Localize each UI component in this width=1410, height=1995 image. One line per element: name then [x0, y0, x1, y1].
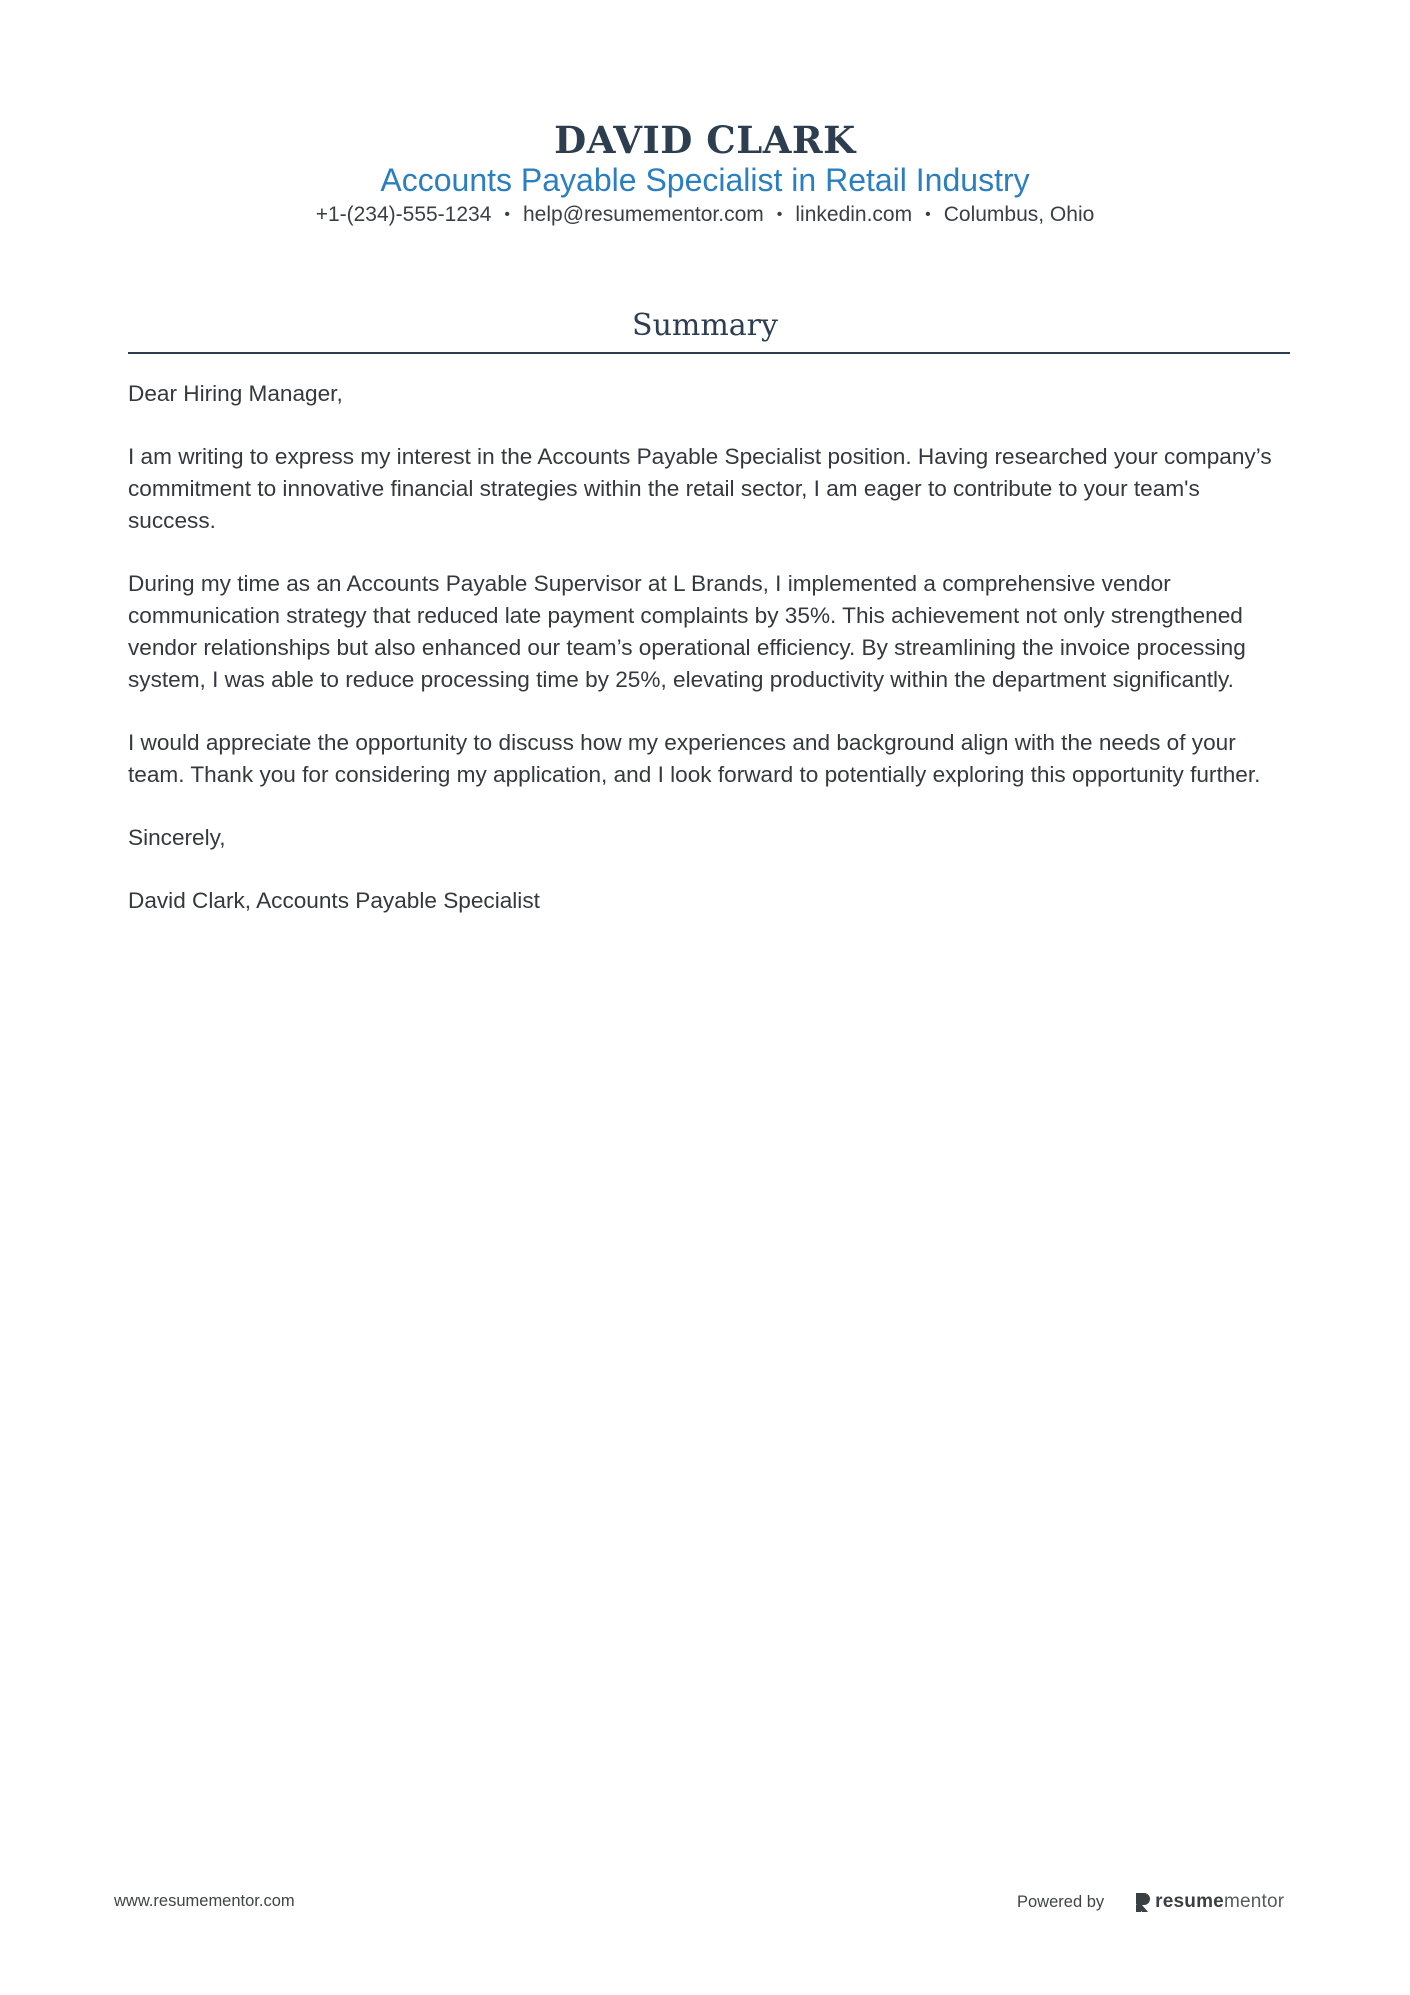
closing: Sincerely, — [128, 824, 226, 850]
signature: David Clark, Accounts Payable Specialist — [128, 888, 540, 914]
footer-branding — [1017, 1886, 1284, 1918]
letter-paragraph: I would appreciate the opportunity to discuss how my experiences and background align with the needs of your team. Thank you for considering my application, and I look forward to potentially exploring this opportunity further. — [128, 729, 1261, 787]
separator-dot: • — [504, 206, 510, 223]
section-title: Summary — [632, 308, 778, 343]
greeting: Dear Hiring Manager, — [128, 381, 343, 406]
separator-dot: • — [776, 206, 783, 223]
contact-line — [0, 200, 1410, 232]
logo-wordmark — [1155, 1891, 1284, 1913]
logo-wordmark-light: mentor — [1223, 1891, 1285, 1912]
email-address: help@resumementor.com — [523, 203, 764, 226]
section-divider — [128, 352, 1290, 354]
candidate-name: DAVID CLARK — [554, 118, 856, 162]
letter-paragraph: During my time as an Accounts Payable Supervisor at L Brands, I implemented a comprehensive vendor communication strategy that reduced late payment complaints by 35%. This achievement not only strengthened vendor relationships but also enhanced our team’s operational efficiency. By streamlining the invoice processing system, I was able to reduce processing time by 25%, elevating productivity within the department significantly. — [128, 571, 1246, 692]
separator-dot: • — [925, 206, 931, 223]
phone-number: +1-(234)-555-1234 — [315, 203, 492, 226]
powered-by-label: Powered by — [1017, 1892, 1105, 1911]
resumementor-logo-icon — [1134, 1891, 1152, 1913]
resumementor-logo — [1134, 1891, 1284, 1913]
footer-website: www.resumementor.com — [114, 1892, 295, 1910]
linkedin-link: linkedin.com — [795, 203, 913, 226]
logo-wordmark-bold: resume — [1155, 1891, 1224, 1912]
letter-body — [128, 378, 1290, 949]
location: Columbus, Ohio — [943, 203, 1095, 226]
letter-header — [0, 118, 1410, 232]
job-title: Accounts Payable Specialist in Retail Industry — [380, 162, 1030, 198]
letter-paragraph: I am writing to express my interest in the Accounts Payable Specialist position. Having researched your company’s commitment to innovative financial strategies within the retail sector, I am eager to contribute to your team's success. — [128, 444, 1272, 533]
